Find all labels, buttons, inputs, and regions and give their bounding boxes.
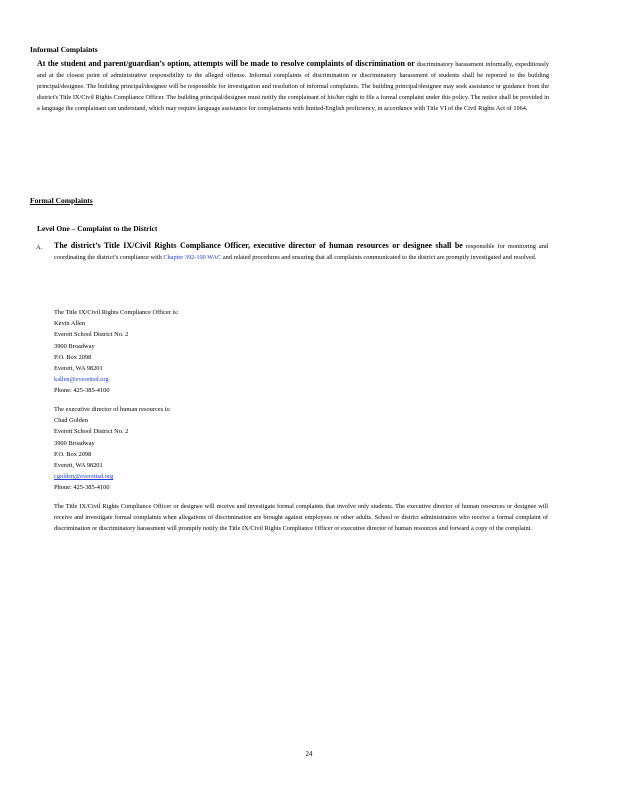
- director-phone: Phone: 425-385-4100: [54, 484, 110, 492]
- closing-paragraph: The Title IX/Civil Rights Compliance Officer or designee will receive and investigate formal complaints that involve only students. The executive director of human resources or designee will receive and investigate formal complaints when allegations of discrimination are brought against employees or other adults. School or district administrators who receive a formal complaint of discrimination or discriminatory harassment will promptly notify the Title IX/Civil Rights Compliance Officer or executive director of human resources and forward a copy of the complaint.: [54, 503, 548, 532]
- officer-contact-block: [54, 307, 179, 397]
- director-city: Everett, WA 98201: [54, 462, 103, 470]
- item-body-text-2: and related procedures and ensuring that all complaints communicated to the district are promptly investigated and resolved.: [222, 254, 537, 261]
- formal-complaints-heading: Formal Complaints: [30, 196, 93, 205]
- level-one-heading: Level One – Complaint to the District: [37, 224, 158, 233]
- informal-complaints-heading: Informal Complaints: [30, 45, 98, 54]
- wac-chapter-link[interactable]: Chapter 392-190 WAC: [163, 254, 222, 261]
- director-contact-block: [54, 404, 171, 494]
- item-label: A.: [36, 244, 43, 251]
- officer-po-box: P.O. Box 2098: [54, 353, 92, 361]
- informal-lead-text: At the student and parent/guardian’s option, attempts will be made to resolve complaints of discrimination or: [37, 59, 415, 68]
- level-one-item-a: [54, 240, 548, 263]
- director-street: 3900 Broadway: [54, 439, 95, 447]
- officer-street: 3900 Broadway: [54, 342, 95, 350]
- officer-name: Kevin Allen: [54, 320, 86, 328]
- officer-city: Everett, WA 98201: [54, 365, 103, 373]
- officer-phone: Phone: 425-385-4100: [54, 387, 110, 395]
- officer-org: Everett School District No. 2: [54, 331, 129, 339]
- item-body-text-1: responsible for monitoring and coordinating the district’s compliance with: [54, 243, 549, 261]
- officer-email-link[interactable]: kallen@everettsd.org: [54, 376, 109, 384]
- director-intro: The executive director of human resources is:: [54, 406, 171, 413]
- informal-body-text: discriminatory harassment informally, expeditiously and at the closest point of administrative responsibility to the alleged offense. Informal complaints of discrimination or discriminatory harassment of students shall be reported to the building principal/designee. The building principal/designee will be responsible for investigation and resolution of informal complaints. The building principal/designee may seek assistance or guidance from the district's Title IX/Civil Rights Compliance Officer. The building principal/designee must notify the complainant of his/her right to file a formal complaint under this policy. The notice shall be provided in a language the complainant can understand, which may require language assistance for complainants with limited-English proficiency, in accordance with Title VI of the Civil Rights Act of 1964.: [37, 61, 549, 112]
- informal-complaints-paragraph: [37, 58, 549, 114]
- director-name: Chad Golden: [54, 417, 88, 425]
- director-email-link[interactable]: cgolden@everettsd.org: [54, 473, 114, 481]
- item-lead-text: The district’s Title IX/Civil Rights Compliance Officer, executive director of human resources or designee shall be: [54, 241, 463, 250]
- director-po-box: P.O. Box 2098: [54, 450, 92, 458]
- director-org: Everett School District No. 2: [54, 428, 129, 436]
- page-number: 24: [305, 750, 313, 758]
- officer-intro: The Title IX/Civil Rights Compliance Officer is:: [54, 309, 179, 316]
